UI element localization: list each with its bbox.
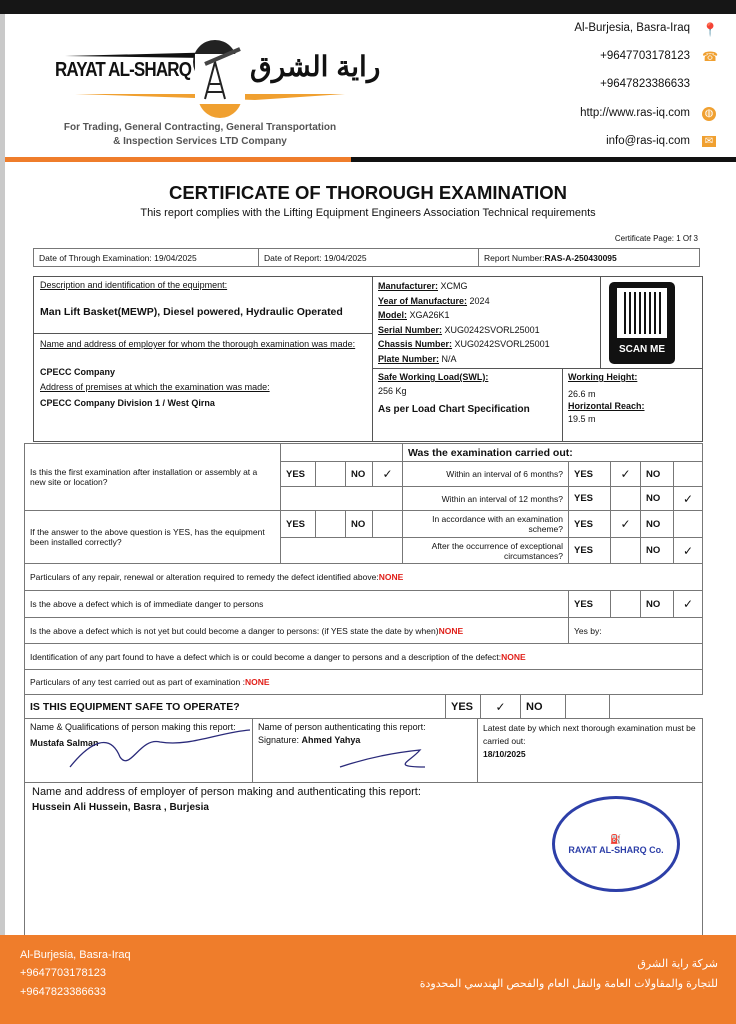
auth-name: Ahmed Yahya [301, 735, 361, 745]
blank [609, 694, 703, 719]
company-name-ar: راية الشرق [250, 51, 381, 82]
danger-no[interactable]: NO [640, 590, 674, 618]
person-employer: Hussein Ali Hussein, Basra , Burjesia [32, 802, 209, 813]
blank [280, 486, 403, 511]
maker-name: Mustafa Salman [30, 738, 99, 748]
safe-question: IS THIS EQUIPMENT SAFE TO OPERATE? [24, 694, 446, 719]
q-installed-correctly: If the answer to the above question is YES, has the equipment been installed correctly? [24, 510, 281, 564]
safe-no[interactable]: NO [520, 694, 566, 719]
future-label: Is the above a defect which is not yet but could become a danger to persons: (if YES state the date by when) [30, 625, 439, 636]
r1-no-box[interactable] [673, 461, 703, 487]
qr-label: SCAN ME [618, 344, 666, 355]
q-first-exam: Is this the first examination after installation or assembly at a new site or location? [24, 443, 281, 511]
footer-company-ar: شركة راية الشرق [637, 958, 718, 970]
reach-value: 19.5 m [568, 414, 596, 424]
contact-address: Al-Burjesia, Basra-Iraq [574, 22, 690, 34]
carried-out-header: Was the examination carried out: [402, 443, 703, 462]
left-border [0, 14, 5, 935]
report-number-value: RAS-A-250430095 [544, 252, 617, 263]
q1-no-check[interactable]: ✓ [372, 461, 403, 487]
q2-yes-box[interactable] [315, 510, 346, 538]
manufacturer: XCMG [440, 281, 468, 291]
r3-no-box[interactable] [673, 510, 703, 538]
test-label: Particulars of any test carried out as part of examination : [30, 677, 245, 687]
chassis-label: Chassis Number: [378, 339, 453, 350]
r1-no[interactable]: NO [640, 461, 674, 487]
certificate-subtitle: This report complies with the Lifting Equipment Engineers Association Technical requirements [140, 207, 596, 219]
future-value: NONE [438, 625, 464, 636]
yes-by[interactable]: Yes by: [568, 617, 703, 644]
q2-no-box[interactable] [372, 510, 403, 538]
footer-tagline-ar: للتجارة والمقاولات العامة والنقل العام والفحص الهندسي المحدودة [419, 978, 718, 990]
premises-label: Address of premises at which the examination was made: [40, 382, 270, 392]
qr-code[interactable] [609, 282, 675, 364]
swl-value: 256 Kg [378, 386, 407, 396]
contact-email[interactable]: info@ras-iq.com [606, 135, 690, 147]
swl-note: As per Load Chart Specification [378, 404, 530, 415]
person-employer-label: Name and address of employer of person making and authenticating this report: [32, 786, 421, 798]
top-bar [0, 0, 736, 14]
q2-yes[interactable]: YES [280, 510, 316, 538]
swl-label: Safe Working Load(SWL): [378, 372, 489, 382]
equipment-box [33, 276, 703, 442]
r2-yes[interactable]: YES [568, 486, 611, 511]
blank [280, 443, 403, 462]
auth-label: Name of person authenticating this report: [258, 722, 426, 732]
location-pin-icon: 📍 [702, 22, 719, 37]
ident-row [24, 643, 703, 670]
tagline-2: & Inspection Services LTD Company [113, 136, 287, 147]
r2-yes-box[interactable] [610, 486, 641, 511]
height-label: Working Height: [568, 372, 638, 382]
q2-no[interactable]: NO [345, 510, 373, 538]
repair-row [24, 563, 703, 591]
ident-label: Identification of any part found to have a defect which is or could become a danger to persons and a description of the defect: [30, 651, 502, 662]
danger-row: Is the above a defect which is of immediate danger to persons [24, 590, 569, 618]
r3-yes[interactable]: YES [568, 510, 611, 538]
plate-label: Plate Number: [378, 353, 440, 364]
r4-no[interactable]: NO [640, 537, 674, 564]
r3-yes-box[interactable]: ✓ [610, 510, 641, 538]
chassis: XUG0242SVORL25001 [454, 339, 550, 350]
equipment-description: Man Lift Basket(MEWP), Diesel powered, Hydraulic Operated [40, 306, 343, 318]
certificate-title: CERTIFICATE OF THOROUGH EXAMINATION [168, 182, 568, 203]
danger-yes[interactable]: YES [568, 590, 611, 618]
safe-no-box[interactable] [565, 694, 610, 719]
q1-no[interactable]: NO [345, 461, 373, 487]
ident-value: NONE [501, 651, 526, 662]
danger-no-check[interactable]: ✓ [673, 590, 703, 618]
contact-website[interactable]: http://www.ras-iq.com [580, 107, 690, 119]
model: XGA26K1 [409, 310, 450, 321]
divider-black [351, 157, 736, 162]
model-label: Model: [378, 310, 407, 321]
company-stamp: ⛽ RAYAT AL-SHARQ Co. [552, 796, 680, 892]
year: 2024 [469, 295, 490, 306]
r4-yes-box[interactable] [610, 537, 641, 564]
r4-yes[interactable]: YES [568, 537, 611, 564]
employer-name: CPECC Company [40, 367, 116, 377]
certificate-page: Certificate Page: 1 Of 3 [614, 234, 698, 243]
manufacturer-label: Manufacturer: [378, 281, 439, 291]
next-exam-label: Latest date by which next thorough examination must be carried out: [483, 723, 696, 746]
r1-yes[interactable]: YES [568, 461, 611, 487]
premises: CPECC Company Division 1 / West Qirna [40, 398, 215, 408]
danger-yes-box[interactable] [610, 590, 641, 618]
test-row [24, 669, 703, 695]
safe-yes[interactable]: YES [445, 694, 481, 719]
exam-date: Date of Through Examination: 19/04/2025 [33, 248, 259, 267]
safe-yes-check[interactable]: ✓ [480, 694, 521, 719]
carried-out-r4: After the occurrence of exceptional circumstances? [402, 537, 569, 564]
signature-label: Signature: [258, 735, 302, 745]
carried-out-r1: Within an interval of 6 months? [402, 461, 569, 487]
r4-no-box[interactable]: ✓ [673, 537, 703, 564]
contact-phone-2: +9647823386633 [600, 78, 690, 90]
future-danger-row [24, 617, 569, 644]
company-name-en: RAYAT AL-SHARQ [55, 59, 192, 81]
r1-yes-box[interactable]: ✓ [610, 461, 641, 487]
q1-yes[interactable]: YES [280, 461, 316, 487]
r3-no[interactable]: NO [640, 510, 674, 538]
footer-phone-2: +9647823386633 [20, 986, 106, 998]
report-date: Date of Report: 19/04/2025 [258, 248, 479, 267]
footer-address: Al-Burjesia, Basra-Iraq [20, 949, 131, 961]
company-logo [55, 24, 381, 119]
phone-icon: ☎ [702, 49, 719, 64]
repair-label: Particulars of any repair, renewal or alteration required to remedy the defect identified above: [30, 572, 379, 582]
divider-orange [5, 157, 351, 162]
tagline-1: For Trading, General Contracting, General Transportation [63, 122, 337, 133]
next-exam-date: 18/10/2025 [483, 749, 526, 759]
maker-label: Name & Qualifications of person making this report: [30, 722, 236, 732]
contact-phone-1: +9647703178123 [600, 50, 690, 62]
footer-phone-1: +9647703178123 [20, 967, 106, 979]
globe-icon: ◍ [702, 107, 716, 121]
next-exam-cell [477, 718, 703, 783]
equipment-specs [378, 279, 550, 367]
height-value: 26.6 m [568, 389, 596, 399]
employer-label: Name and address of employer for whom the thorough examination was made: [40, 339, 356, 349]
repair-value: NONE [378, 572, 404, 582]
footer [0, 935, 736, 1024]
serial-label: Serial Number: [378, 324, 443, 335]
report-number-label: Report Number: [484, 252, 545, 263]
r2-no-box[interactable]: ✓ [673, 486, 703, 511]
blank [280, 537, 403, 564]
test-value: NONE [244, 677, 270, 687]
reach-label: Horizontal Reach: [568, 401, 645, 411]
year-label: Year of Manufacture: [378, 295, 468, 306]
serial: XUG0242SVORL25001 [444, 324, 540, 335]
carried-out-r3: In accordance with an examination scheme? [402, 510, 569, 538]
report-number [478, 248, 700, 267]
desc-label: Description and identification of the equipment: [40, 280, 228, 290]
r2-no[interactable]: NO [640, 486, 674, 511]
q1-yes-box[interactable] [315, 461, 346, 487]
mail-icon: ✉ [702, 136, 716, 147]
carried-out-r2: Within an interval of 12 months? [402, 486, 569, 511]
plate: N/A [441, 353, 457, 364]
qr-pattern-icon [617, 288, 667, 338]
signatures [50, 722, 470, 777]
